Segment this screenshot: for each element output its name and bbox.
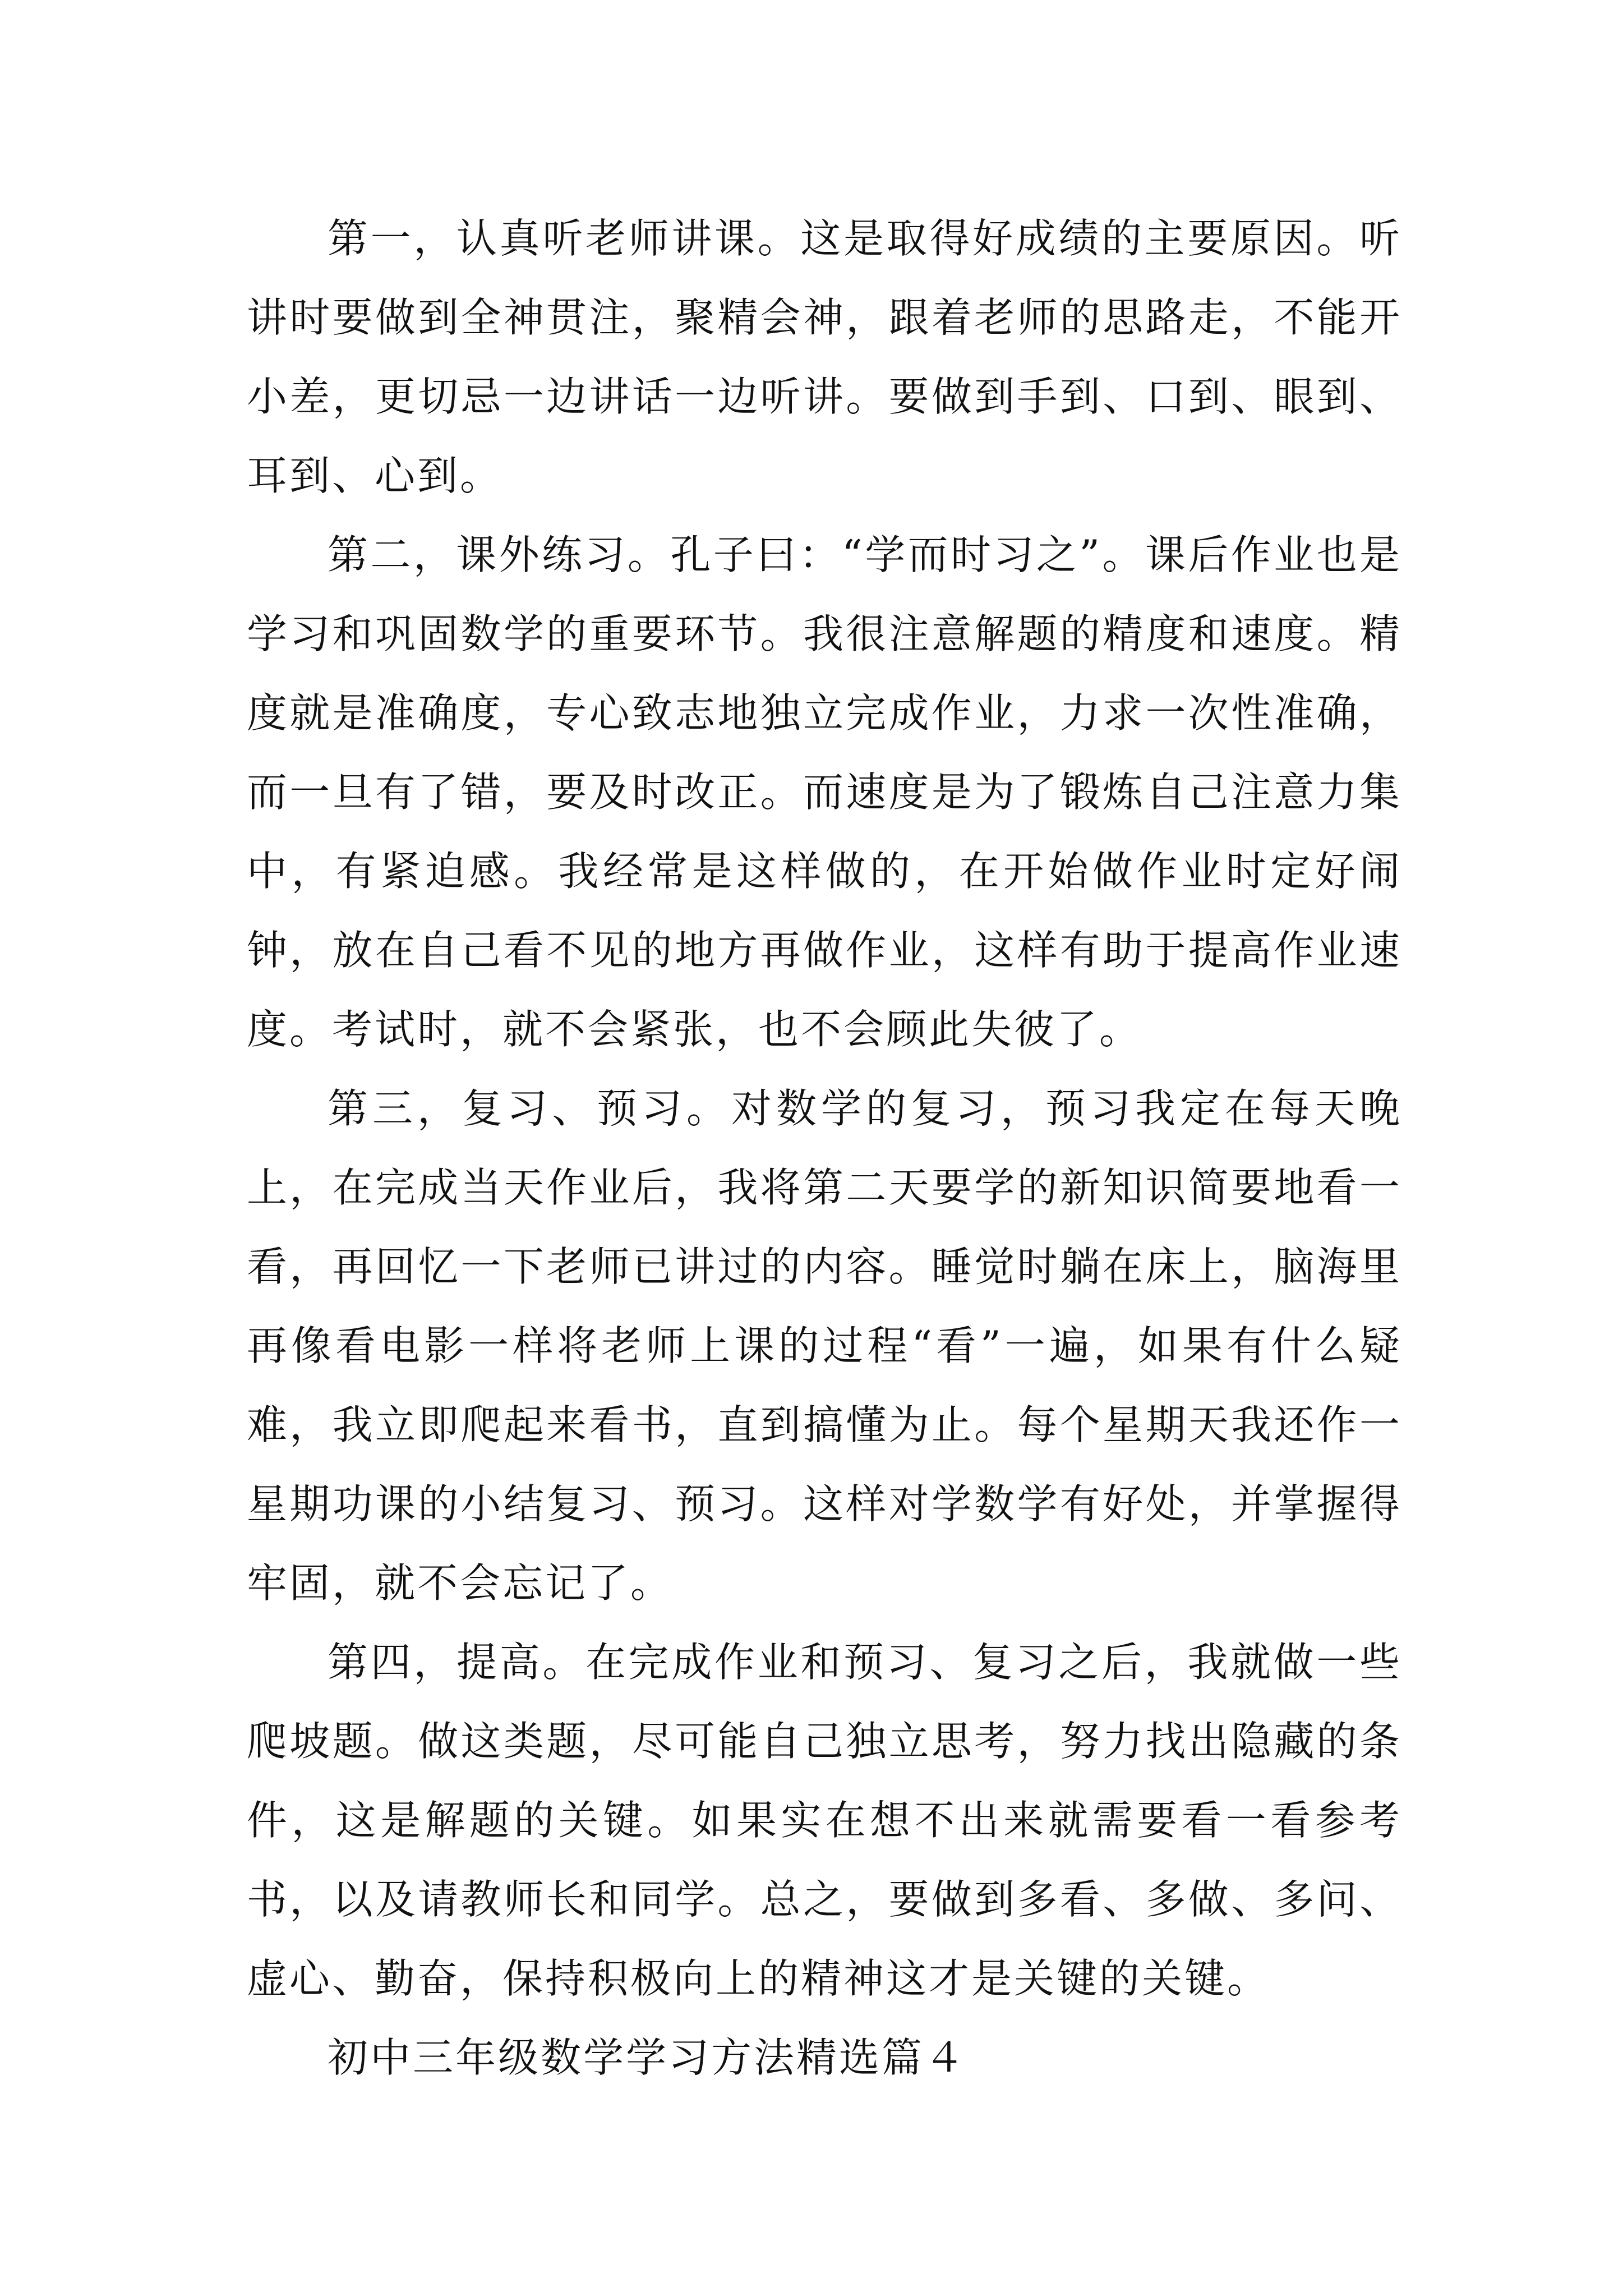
- paragraph-review: 第三，复习、预习。对数学的复习，预习我定在每天晚上，在完成当天作业后，我将第二天要学的新知识简要地看一看，再回忆一下老师已讲过的内容。睡觉时躺在床上，脑海里再像看电影一样将老师上课的过程“看”一遍，如果有什么疑难，我立即爬起来看书，直到搞懂为止。每个星期天我还作一星期功课的小结复习、预习。这样对学数学有好处，并掌握得牢固，就不会忘记了。: [247, 1085, 1402, 1607]
- paragraph-practice: 第二，课外练习。孔子曰：“学而时习之”。课后作业也是学习和巩固数学的重要环节。我很注意解题的精度和速度。精度就是准确度，专心致志地独立完成作业，力求一次性准确，而一旦有了错，要及时改正。而速度是为了锻炼自己注意力集中，有紧迫感。我经常是这样做的，在开始做作业时定好闹钟，放在自己看不见的地方再做作业，这样有助于提高作业速度。考试时，就不会紧张，也不会顾此失彼了。: [247, 531, 1402, 1053]
- document-body: [247, 199, 1402, 2097]
- section-heading: 初中三年级数学学习方法精选篇４: [328, 2034, 967, 2081]
- paragraph-improve: 第四，提高。在完成作业和预习、复习之后，我就做一些爬坡题。做这类题，尽可能自己独立思考，努力找出隐藏的条件，这是解题的关键。如果实在想不出来就需要看一看参考书，以及请教师长和同学。总之，要做到多看、多做、多问、虚心、勤奋，保持积极向上的精神这才是关键的关键。: [247, 1639, 1402, 2002]
- paragraph-listening: 第一，认真听老师讲课。这是取得好成绩的主要原因。听讲时要做到全神贯注，聚精会神，跟着老师的思路走，不能开小差，更切忌一边讲话一边听讲。要做到手到、口到、眼到、耳到、心到。: [247, 215, 1402, 499]
